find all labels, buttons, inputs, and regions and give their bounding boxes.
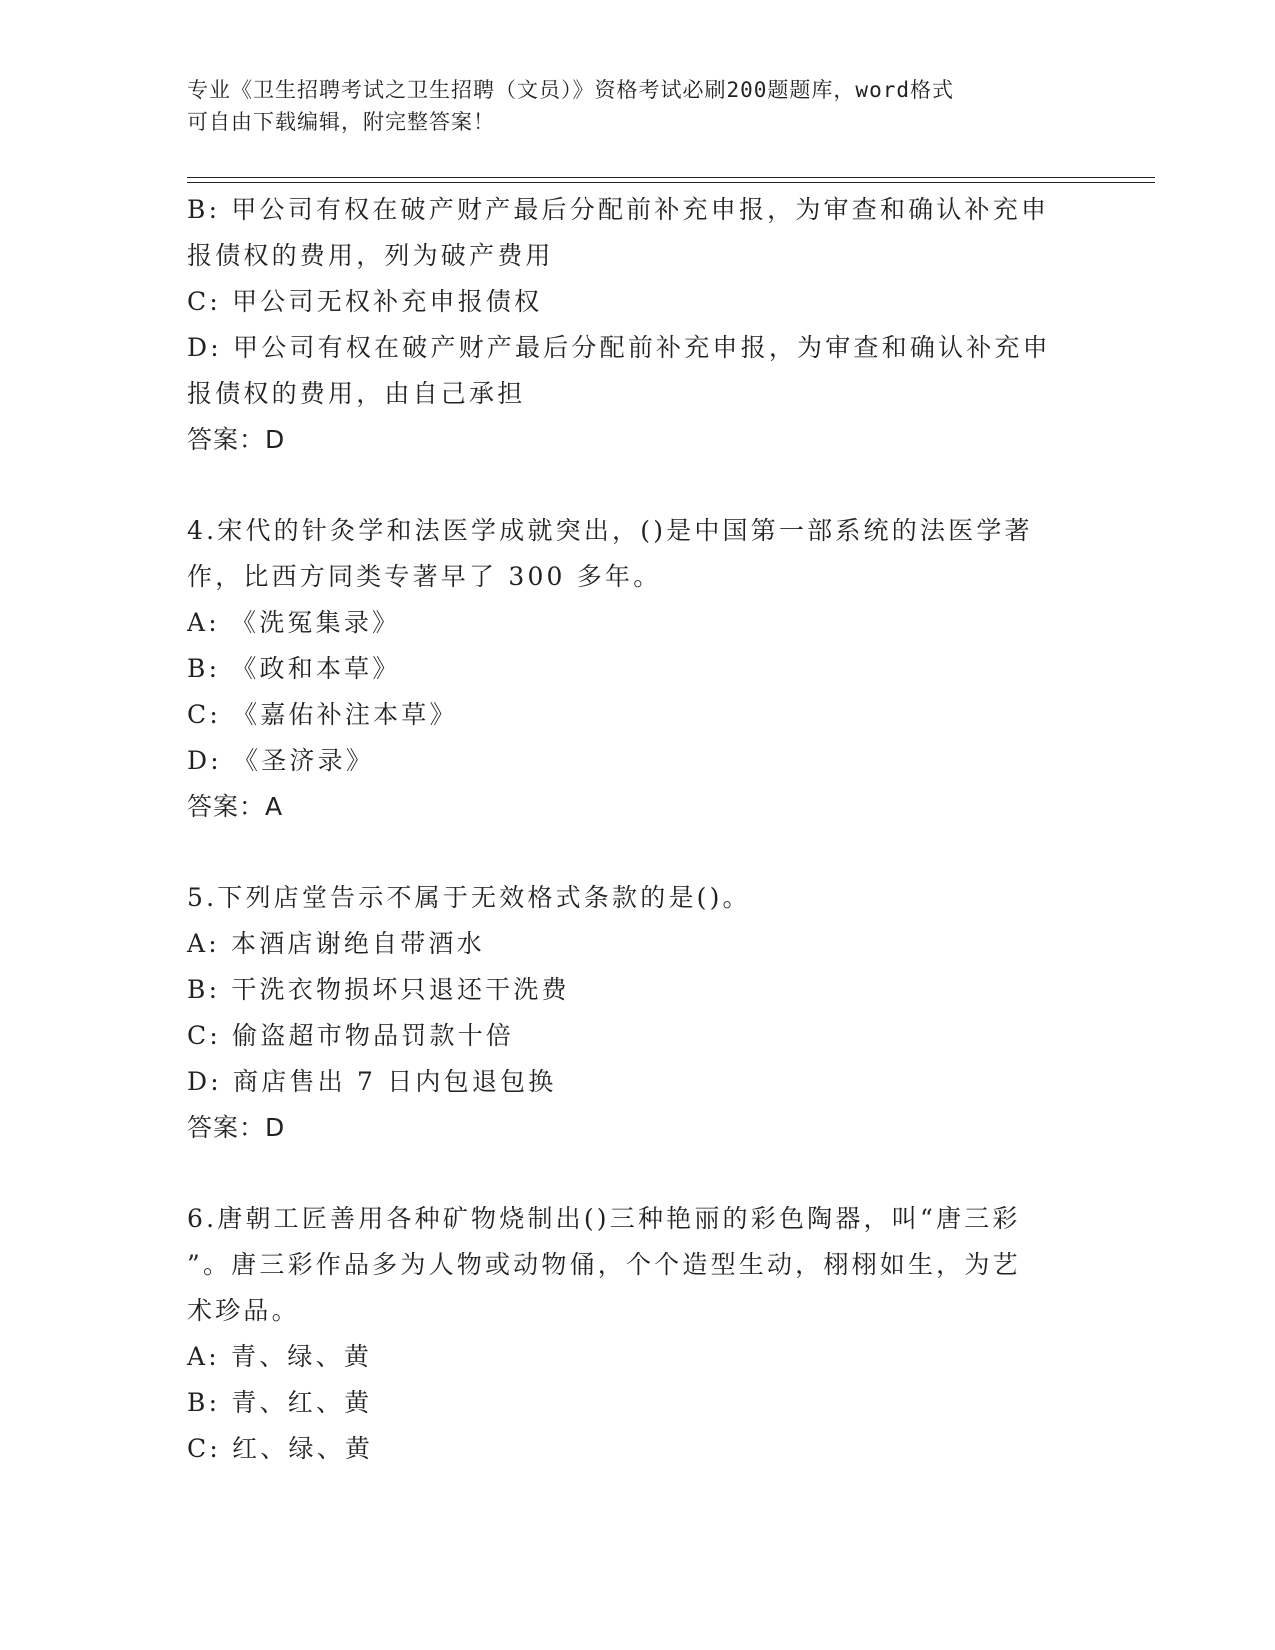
option-d: D: 商店售出 7 日内包退包换 (187, 1067, 557, 1096)
option-d: D: 《圣济录》 (187, 746, 375, 775)
option-b-line-1: B: 甲公司有权在破产财产最后分配前补充申报，为审查和确认补充申 (187, 195, 1050, 224)
question-spacer (187, 830, 1087, 875)
question-3 (187, 187, 1087, 463)
question-spacer (187, 463, 1087, 508)
answer: 答案：D (187, 1113, 286, 1142)
question-stem: 5.下列店堂告示不属于无效格式条款的是()。 (187, 883, 751, 912)
option-c: C: 偷盗超市物品罚款十倍 (187, 1021, 515, 1050)
option-b-line-2: 报债权的费用，列为破产费用 (187, 241, 554, 270)
question-4 (187, 508, 1087, 830)
option-c: C: 红、绿、黄 (187, 1434, 374, 1463)
question-stem-line-1: 4.宋代的针灸学和法医学成就突出，()是中国第一部系统的法医学著 (187, 516, 1033, 545)
option-b: B: 干洗衣物损坏只退还干洗费 (187, 975, 570, 1004)
question-stem-line-1: 6.唐朝工匠善用各种矿物烧制出()三种艳丽的彩色陶器，叫“唐三彩 (187, 1204, 1021, 1233)
option-c: C: 《嘉佑补注本草》 (187, 700, 458, 729)
question-5 (187, 875, 1087, 1151)
option-a: A: 本酒店谢绝自带酒水 (187, 929, 485, 958)
question-stem-line-2: 作，比西方同类专著早了 300 多年。 (187, 562, 662, 591)
option-a: A: 《洗冤集录》 (187, 608, 401, 637)
option-d-line-2: 报债权的费用，由自己承担 (187, 379, 526, 408)
option-c: C: 甲公司无权补充申报债权 (187, 287, 543, 316)
option-a: A: 青、绿、黄 (187, 1342, 373, 1371)
header-divider-bottom (187, 182, 1155, 183)
question-stem-line-2: ”。唐三彩作品多为人物或动物俑，个个造型生动，栩栩如生，为艺 (187, 1250, 1021, 1279)
answer: 答案：D (187, 425, 286, 454)
header-divider-top (187, 177, 1155, 178)
header-line-1: 专业《卫生招聘考试之卫生招聘（文员）》资格考试必刷200题题库，word格式 (187, 78, 954, 102)
document-header (187, 74, 1067, 138)
question-spacer (187, 1151, 1087, 1196)
answer: 答案：A (187, 792, 284, 821)
option-b: B: 青、红、黄 (187, 1388, 373, 1417)
question-content (187, 187, 1087, 1472)
option-d-line-1: D: 甲公司有权在破产财产最后分配前补充申报，为审查和确认补充申 (187, 333, 1051, 362)
option-b: B: 《政和本草》 (187, 654, 401, 683)
question-stem-line-3: 术珍品。 (187, 1296, 300, 1325)
question-6 (187, 1196, 1087, 1472)
header-line-2: 可自由下载编辑，附完整答案！ (187, 110, 495, 134)
